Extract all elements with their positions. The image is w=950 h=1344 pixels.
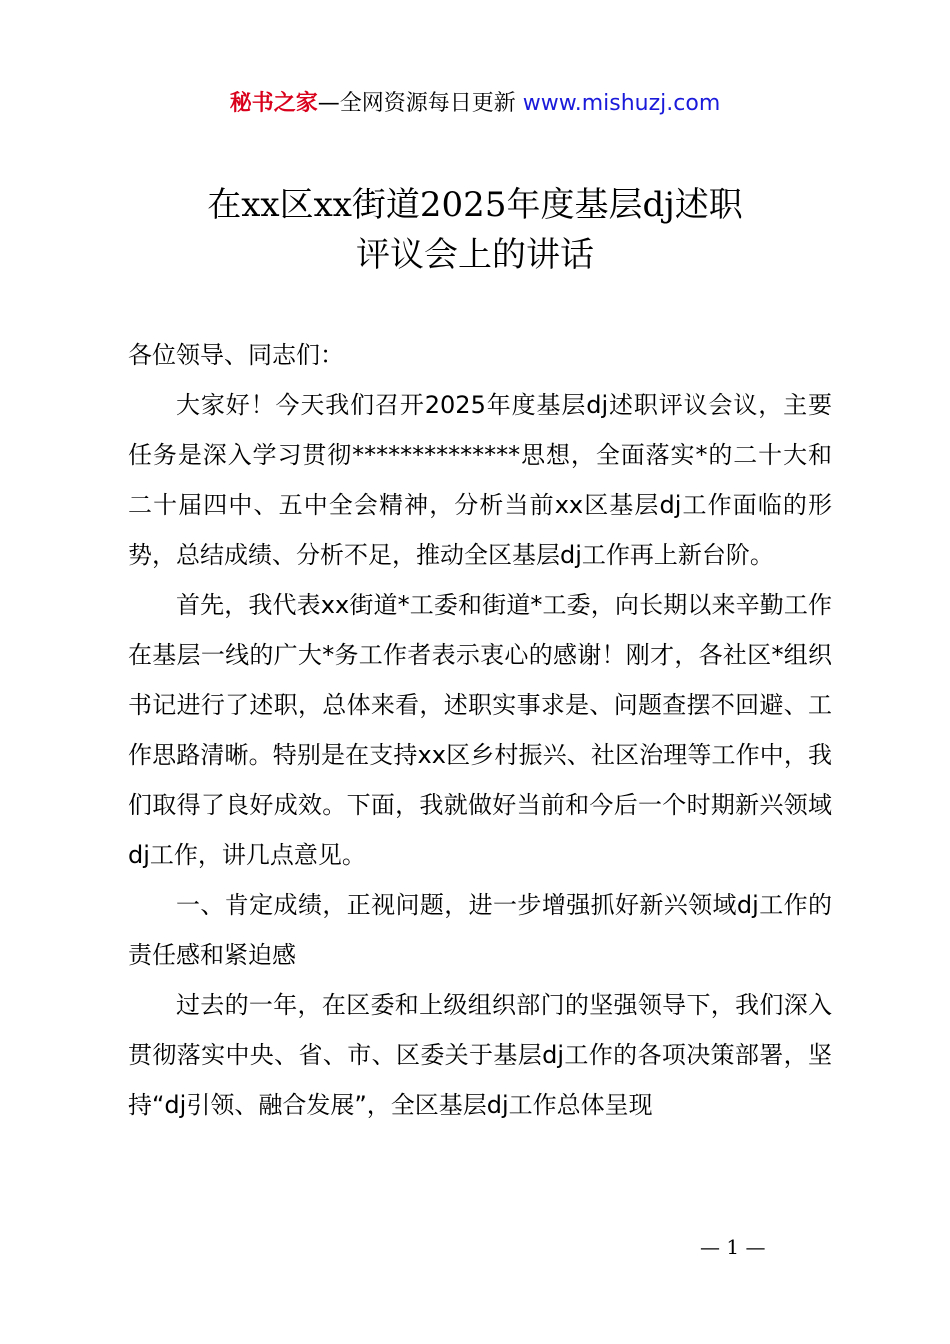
title-line-1: 在xx区xx街道2025年度基层dj述职 [207, 185, 743, 225]
salutation: 各位领导、同志们： [128, 341, 344, 369]
site-header [0, 88, 950, 120]
title-line-2: 评议会上的讲话 [356, 235, 594, 275]
brand-name: 秘书之家 [229, 91, 318, 116]
site-url[interactable]: www.mishuzj.com [522, 91, 721, 116]
page-number: — 1 — [700, 1235, 766, 1259]
section-heading-1: 一、肯定成绩，正视问题，进一步增强抓好新兴领域dj工作的责任感和紧迫感 [128, 891, 832, 969]
paragraph-thanks: 首先，我代表xx街道*工委和街道*工委，向长期以来辛勤工作在基层一线的广大*务工作者表示衷心的感谢！刚才，各社区*组织书记进行了述职，总体来看，述职实事求是、问题查摆不回避、工作思路清晰。特别是在支持xx区乡村振兴、社区治理等工作中，我们取得了良好成效。下面，我就做好当前和今后一个时期新兴领域dj工作，讲几点意见。 [128, 591, 832, 869]
paragraph-greeting: 大家好！今天我们召开2025年度基层dj述职评议会议，主要任务是深入学习贯彻**************思想，全面落实*的二十大和二十届四中、五中全会精神，分析当前xx区基层dj工作面临的形势，总结成绩、分析不足，推动全区基层dj工作再上新台阶。 [128, 391, 832, 569]
document-body [128, 330, 832, 1130]
tagline: —全网资源每日更新 [317, 91, 523, 116]
document-title [0, 180, 950, 280]
paragraph-review: 过去的一年，在区委和上级组织部门的坚强领导下，我们深入贯彻落实中央、省、市、区委关于基层dj工作的各项决策部署，坚持“dj引领、融合发展”，全区基层dj工作总体呈现 [128, 991, 832, 1119]
